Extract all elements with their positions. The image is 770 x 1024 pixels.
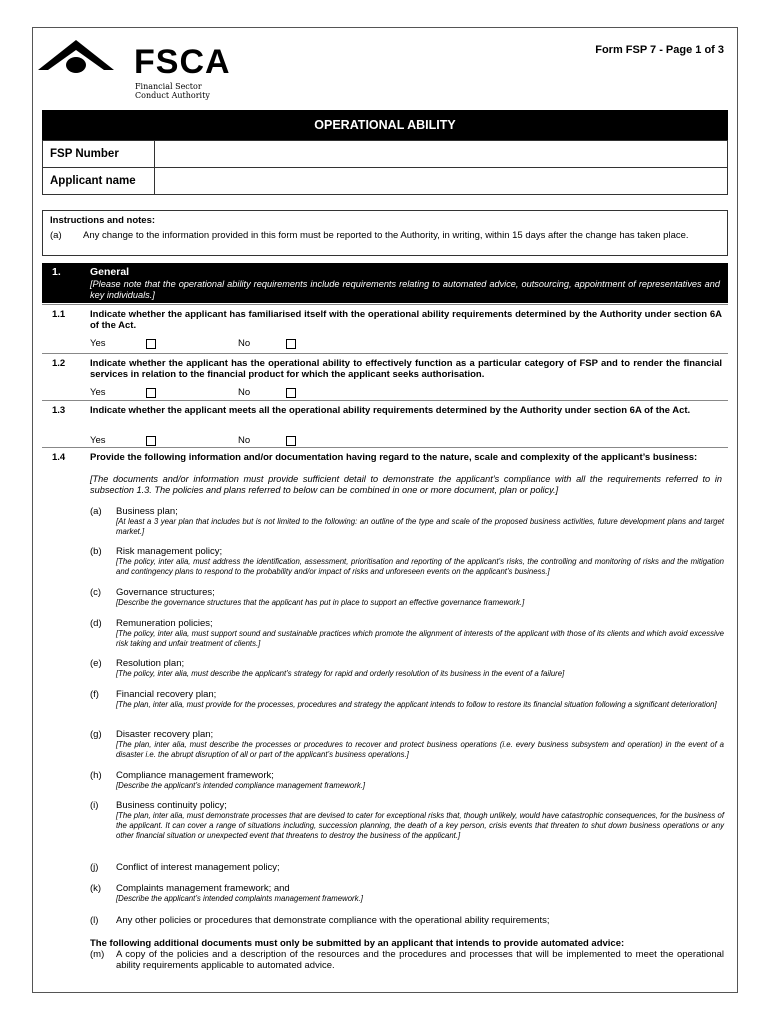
applicant-identity-table <box>42 140 728 195</box>
item-name: Complaints management framework; and <box>116 883 290 894</box>
item-name: Financial recovery plan; <box>116 689 217 700</box>
item-letter: (b) <box>90 546 102 557</box>
question-number: 1.1 <box>52 309 66 320</box>
yes-checkbox[interactable] <box>146 388 156 398</box>
logo-text: FSCA <box>134 43 231 81</box>
question-1-3 <box>42 400 728 449</box>
item-letter: (m) <box>90 949 105 960</box>
question-text: Indicate whether the applicant meets all the operational ability requirements determined by the Authority under section 6A of the Act. <box>90 405 691 416</box>
no-label: No <box>238 387 251 398</box>
item-letter: (i) <box>90 800 99 811</box>
item-name: Remuneration policies; <box>116 618 213 629</box>
item-text: A copy of the policies and a description of the resources and the procedures and processes that will be implemented to meet the operational ability requirements applicable to automated advice. <box>116 949 724 971</box>
question-note: [The documents and/or information must provide sufficient detail to demonstrate the applicant’s compliance with all the requirements referred to in subsection 1.3. The policies and plans referred to below can be combined in one or more document, plan or policy.] <box>90 474 722 495</box>
item-letter: (a) <box>90 506 102 517</box>
item-description: [The plan, inter alia, must provide for the processes, procedures and strategy the applicant intends to follow to restore its financial situation following a significant deterioration] <box>116 700 717 709</box>
section-general-header <box>42 263 728 303</box>
question-text: Provide the following information and/or documentation having regard to the nature, scale and complexity of the applicant’s business: <box>90 452 698 463</box>
item-description: [The policy, inter alia, must support sound and sustainable practices which promote the alignment of interests of the applicant with those of its clients and which avoid excessive risk taking and unfair treatment of clients.] <box>116 629 724 648</box>
question-1-4 <box>42 447 728 508</box>
no-checkbox[interactable] <box>286 388 296 398</box>
yes-label: Yes <box>90 387 106 398</box>
item-letter: (g) <box>90 729 102 740</box>
item-name: Any other policies or procedures that demonstrate compliance with the operational ability requirements; <box>116 915 550 926</box>
item-description: [The policy, inter alia, must describe the applicant’s strategy for rapid and orderly resolution of its business in the event of a failure] <box>116 669 565 678</box>
item-name: Disaster recovery plan; <box>116 729 214 740</box>
yes-label: Yes <box>90 338 106 349</box>
item-letter: (f) <box>90 689 99 700</box>
fsp-number-field[interactable] <box>155 141 728 168</box>
item-description: [The plan, inter alia, must demonstrate processes that are devised to cater for exceptional risks that, though unlikely, would have catastrophic consequences, for the business of the applicant. It can cover a range of situations including, succession planning, the death of a key person, crisis events that threaten to shut down business operations or any other financial situation or unexpected event that threatens to destroy the business of the applicant.] <box>116 811 724 840</box>
instruction-label: (a) <box>50 230 62 241</box>
form-page-reference: Form FSP 7 - Page 1 of 3 <box>595 44 724 56</box>
instructions-box <box>42 210 728 256</box>
yes-checkbox[interactable] <box>146 436 156 446</box>
item-description: [The plan, inter alia, must describe the processes or procedures to recover and protect business operations (i.e. every business subsystem and operation) in the event of a disaster i.e. the abrupt disruption of all or part of the applicant’s business operations.] <box>116 740 724 759</box>
item-description: [The policy, inter alia, must address the identification, assessment, prioritisation and reporting of the applicant’s risks, the controlling and monitoring of risks and the mitigation and contingency plans to respond to the probability and/or impact of risks and unforeseen events on the applicant’s business.] <box>116 557 724 576</box>
instructions-heading: Instructions and notes: <box>50 215 156 226</box>
item-name: Risk management policy; <box>116 546 223 557</box>
section-note: [Please note that the operational ability requirements include requirements relating to automated advice, outsourcing, appointment of representatives and key individuals.] <box>90 279 720 300</box>
item-letter: (e) <box>90 658 102 669</box>
yes-label: Yes <box>90 435 106 446</box>
question-number: 1.2 <box>52 358 66 369</box>
yes-checkbox[interactable] <box>146 339 156 349</box>
item-letter: (d) <box>90 618 102 629</box>
fsca-roof-icon <box>38 38 128 78</box>
section-title: General <box>90 266 130 278</box>
item-name: Business continuity policy; <box>116 800 227 811</box>
question-1-2 <box>42 353 728 401</box>
item-name: Business plan; <box>116 506 178 517</box>
no-checkbox[interactable] <box>286 339 296 349</box>
no-checkbox[interactable] <box>286 436 296 446</box>
item-letter: (j) <box>90 862 99 873</box>
item-letter: (c) <box>90 587 102 598</box>
item-name: Resolution plan; <box>116 658 185 669</box>
item-letter: (k) <box>90 883 102 894</box>
item-description: [At least a 3 year plan that includes but is not limited to the following: an outline of the type and scale of the proposed business activities, future development plans and target market.] <box>116 517 724 536</box>
form-title: OPERATIONAL ABILITY <box>42 110 728 140</box>
no-label: No <box>238 338 251 349</box>
logo-subtitle: Financial Sector Conduct Authority <box>135 82 210 100</box>
item-name: Governance structures; <box>116 587 215 598</box>
fsp-number-label: FSP Number <box>43 141 155 168</box>
item-name: Compliance management framework; <box>116 770 274 781</box>
no-label: No <box>238 435 251 446</box>
item-description: [Describe the applicant’s intended complaints management framework.] <box>116 894 363 903</box>
applicant-name-field[interactable] <box>155 168 728 195</box>
item-description: [Describe the applicant’s intended compliance management framework.] <box>116 781 366 790</box>
item-letter: (l) <box>90 915 99 926</box>
question-text: Indicate whether the applicant has familiarised itself with the operational ability requirements determined by the Authority under section 6A of the Act. <box>90 309 722 331</box>
section-number: 1. <box>52 266 61 278</box>
fsca-logo <box>38 38 278 102</box>
automated-advice-heading: The following additional documents must only be submitted by an applicant that intends to provide automated advice: <box>90 938 625 949</box>
item-letter: (h) <box>90 770 102 781</box>
item-name: Conflict of interest management policy; <box>116 862 280 873</box>
item-description: [Describe the governance structures that the applicant has put in place to support an effective governance framework.] <box>116 598 525 607</box>
question-1-1 <box>42 304 728 355</box>
applicant-name-label: Applicant name <box>43 168 155 195</box>
question-number: 1.4 <box>52 452 66 463</box>
question-number: 1.3 <box>52 405 66 416</box>
instruction-text: Any change to the information provided in this form must be reported to the Authority, in writing, within 15 days after the change has taken place. <box>83 230 689 241</box>
question-text: Indicate whether the applicant has the operational ability to effectively function as a particular category of FSP and to render the financial services in relation to the financial product for which the applicant seeks authorisation. <box>90 358 722 380</box>
